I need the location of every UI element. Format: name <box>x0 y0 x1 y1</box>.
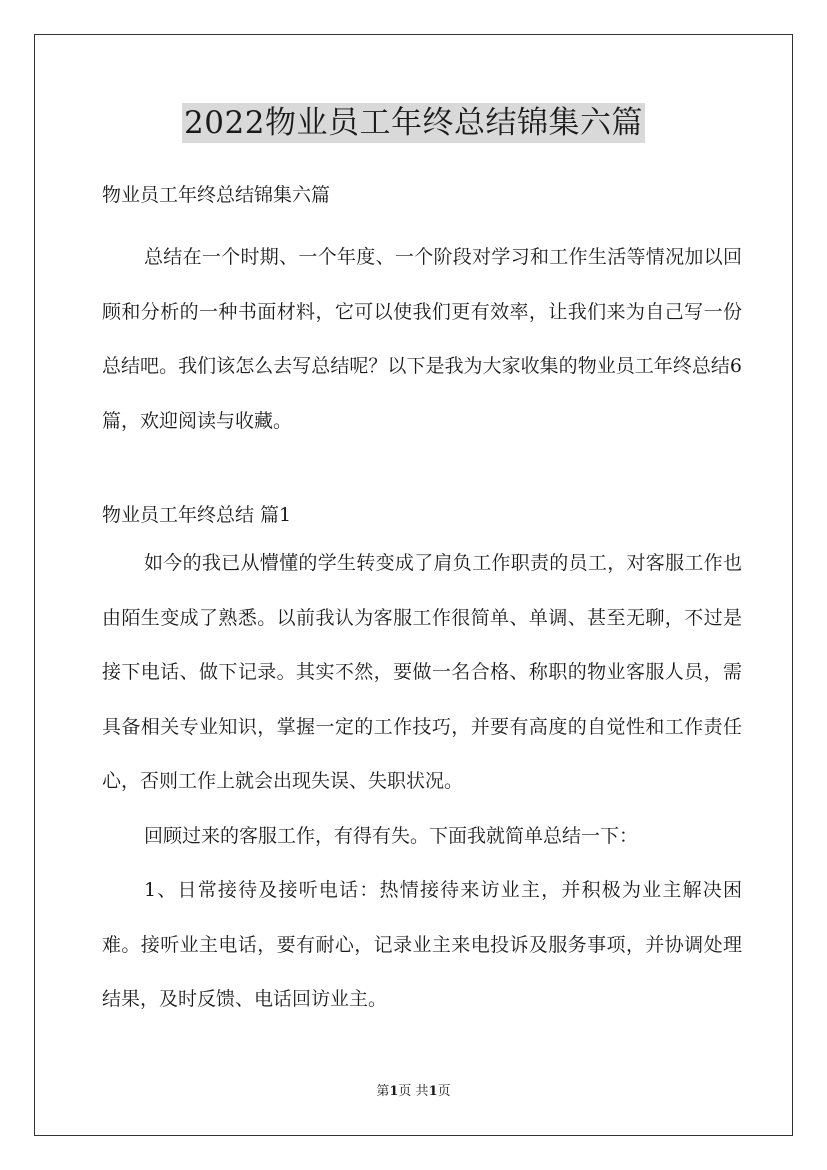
page-total: 1 <box>428 1084 438 1099</box>
body-paragraph: 如今的我已从懵懂的学生转变成了肩负工作职责的员工，对客服工作也由陌生变成了熟悉。以前我认为客服工作很简单、单调、甚至无聊，不过是接下电话、做下记录。其实不然，要做一名合格、称职的物业客服人员，需具备相关专业知识，掌握一定的工作技巧，并要有高度的自觉性和工作责任心，否则工作上就会出现失误、失职状况。 <box>102 552 742 792</box>
page-footer <box>0 1082 827 1102</box>
title-container <box>0 103 827 143</box>
document-title: 2022物业员工年终总结锦集六篇 <box>184 105 643 141</box>
body-paragraph: 1、日常接待及接听电话：热情接待来访业主，并积极为业主解决困难。接听业主电话，要有耐心，记录业主来电投诉及服务事项，并协调处理结果，及时反馈、电话回访业主。 <box>102 879 742 1010</box>
intro-paragraph: 总结在一个时期、一个年度、一个阶段对学习和工作生活等情况加以回顾和分析的一种书面材料，它可以使我们更有效率，让我们来为自己写一份总结吧。我们该怎么去写总结呢？以下是我为大家收集的物业员工年终总结6篇，欢迎阅读与收藏。 <box>102 246 742 432</box>
page-label-suffix: 页 <box>437 1084 451 1099</box>
document-body <box>102 176 742 1027</box>
page-label-prefix: 第 <box>376 1084 390 1099</box>
document-subtitle: 物业员工年终总结锦集六篇 <box>102 184 331 206</box>
body-paragraph: 回顾过来的客服工作，有得有失。下面我就简单总结一下： <box>144 824 639 847</box>
page-label-mid: 页 共 <box>398 1084 429 1099</box>
section-heading: 物业员工年终总结 篇1 <box>102 504 292 526</box>
page-current: 1 <box>389 1084 399 1099</box>
